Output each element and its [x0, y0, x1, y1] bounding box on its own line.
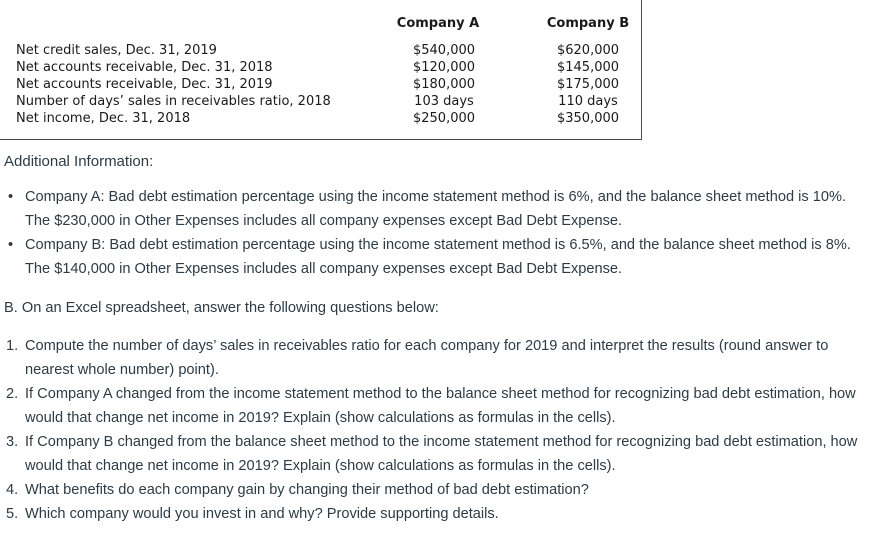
question-text: Compute the number of days’ sales in receivables ratio for each company for 2019 and interpret the results (round answer to nearest whole number) point). — [25, 338, 829, 378]
company-b-values — [528, 42, 648, 127]
column-header-company-b: Company B — [546, 16, 630, 31]
row-label: Number of days’ sales in receivables ratio, 2018 — [16, 94, 331, 109]
table-cell: $620,000 — [556, 43, 620, 58]
table-cell: $350,000 — [556, 111, 620, 126]
question-number: 1. — [6, 338, 19, 354]
question-number: 4. — [6, 482, 19, 498]
question-text: If Company A changed from the income statement method to the balance sheet method for recognizing bad debt estimation, how would that change net income in 2019? Explain (show calculations as formulas in the cells). — [25, 386, 856, 426]
table-cell: 103 days — [414, 94, 474, 109]
question-text: What benefits do each company gain by changing their method of bad debt estimation? — [25, 482, 589, 498]
list-item — [0, 233, 860, 281]
table-cell: $120,000 — [412, 60, 476, 75]
question-text: Which company would you invest in and why? Provide supporting details. — [25, 506, 499, 522]
row-label: Net credit sales, Dec. 31, 2019 — [16, 43, 217, 58]
row-label: Net income, Dec. 31, 2018 — [16, 111, 191, 126]
bullet-list — [0, 185, 860, 281]
bullet-icon: • — [8, 189, 14, 205]
list-item — [0, 382, 870, 430]
list-item — [0, 478, 870, 502]
table-cell: 110 days — [558, 94, 618, 109]
data-table — [0, 0, 642, 140]
part-b-instruction: B. On an Excel spreadsheet, answer the following questions below: — [4, 300, 439, 316]
table-cell: $175,000 — [556, 77, 620, 92]
table-cell: $180,000 — [412, 77, 476, 92]
list-item — [0, 334, 870, 382]
bullet-icon: • — [8, 237, 14, 253]
list-item — [0, 502, 870, 526]
question-number: 2. — [6, 386, 19, 402]
row-labels — [16, 42, 331, 127]
table-cell: $540,000 — [412, 43, 476, 58]
row-label: Net accounts receivable, Dec. 31, 2019 — [16, 77, 273, 92]
list-item — [0, 185, 860, 233]
additional-info-heading: Additional Information: — [4, 153, 154, 170]
list-item — [0, 430, 870, 478]
table-cell: $250,000 — [412, 111, 476, 126]
bullet-text: Company B: Bad debt estimation percentage using the income statement method is 6.5%, and the balance sheet method is 8%. The $140,000 in Other Expenses includes all company expenses except Bad Debt Expense. — [25, 237, 851, 277]
column-header-company-a: Company A — [396, 16, 480, 31]
question-number: 3. — [6, 434, 19, 450]
question-text: If Company B changed from the balance sheet method to the income statement method for recognizing bad debt estimation, how would that change net income in 2019? Explain (show calculations as formulas in the cells). — [25, 434, 858, 474]
question-list — [0, 334, 870, 526]
row-label: Net accounts receivable, Dec. 31, 2018 — [16, 60, 273, 75]
question-number: 5. — [6, 506, 19, 522]
bullet-text: Company A: Bad debt estimation percentage using the income statement method is 6%, and the balance sheet method is 10%. The $230,000 in Other Expenses includes all company expenses except Bad Debt Expense. — [25, 189, 846, 229]
company-a-values — [384, 42, 504, 127]
table-cell: $145,000 — [556, 60, 620, 75]
